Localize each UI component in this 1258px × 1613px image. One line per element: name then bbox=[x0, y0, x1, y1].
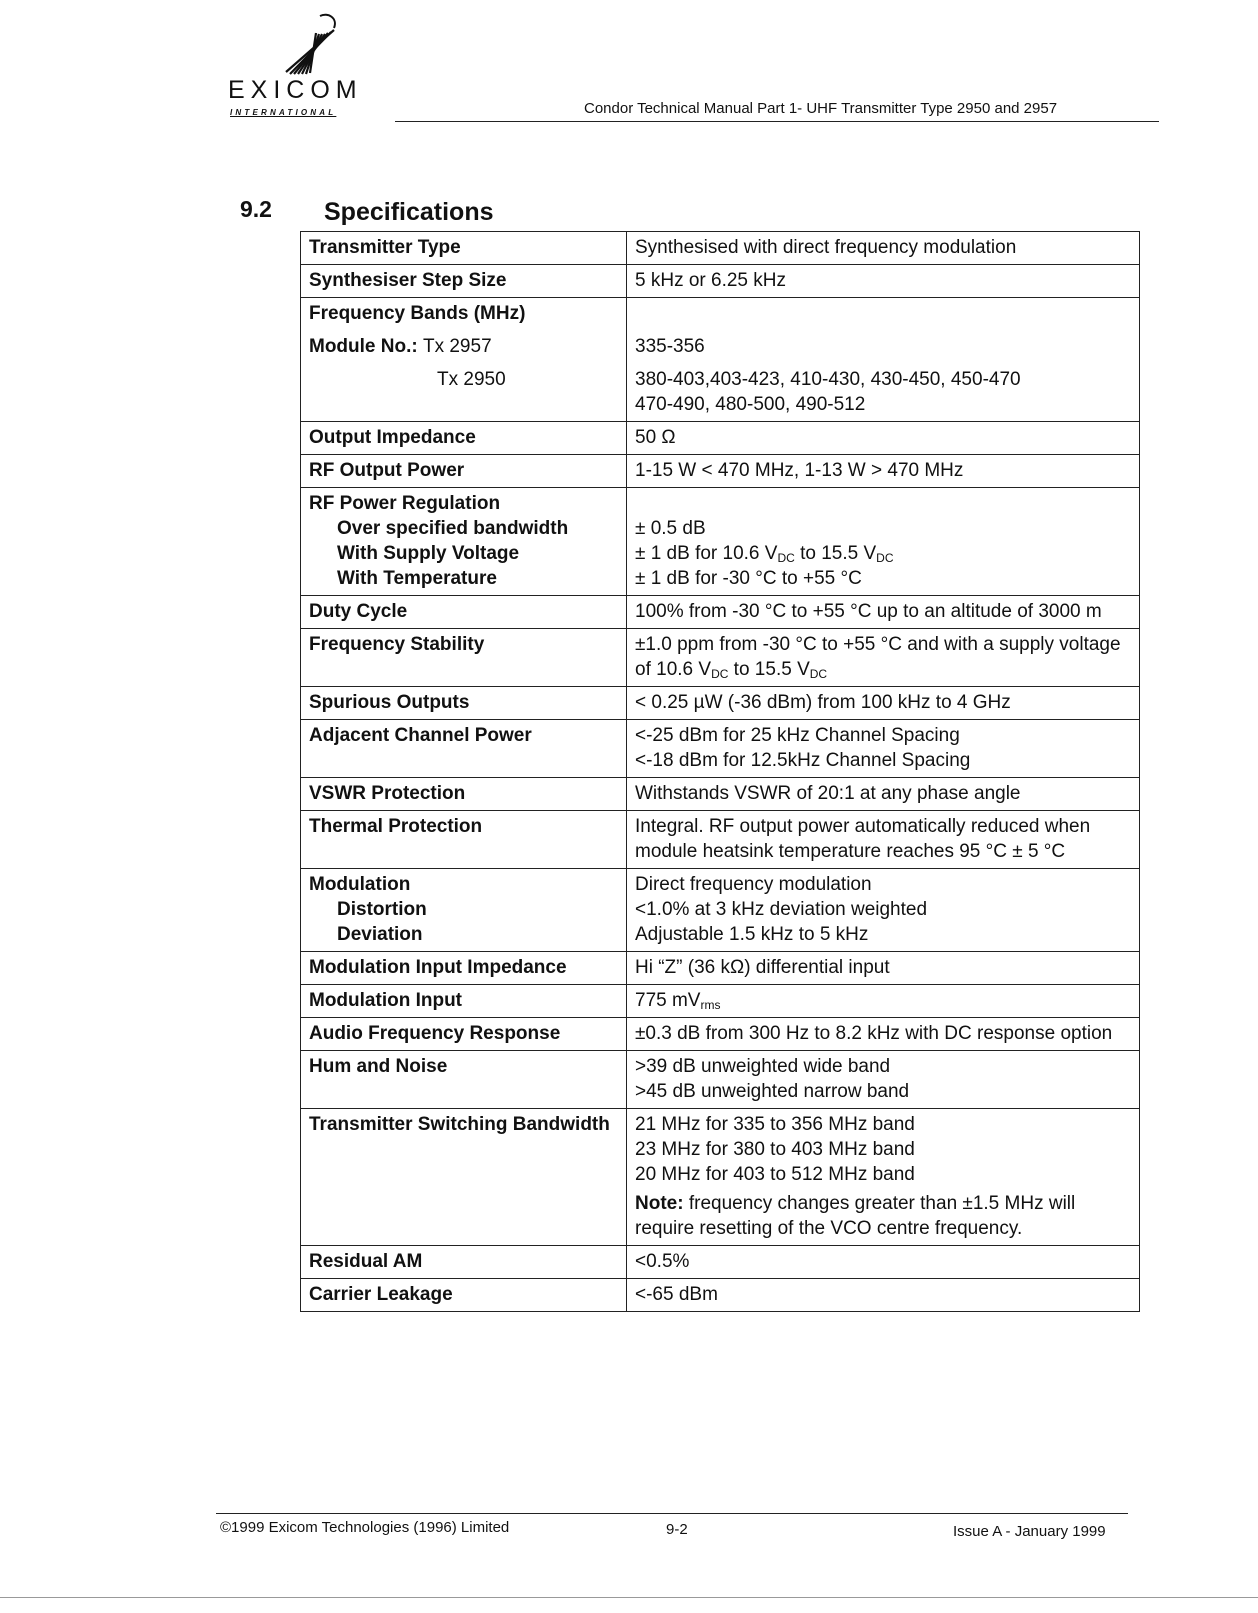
spec-label: Transmitter Switching Bandwidth bbox=[301, 1109, 627, 1246]
spec-value: <-65 dBm bbox=[627, 1279, 1140, 1312]
spec-value-group bbox=[627, 298, 1140, 422]
spec-value: ± 1 dB for -30 °C to +55 °C bbox=[635, 568, 862, 589]
spacer bbox=[635, 491, 1132, 516]
spec-sublabel: Over specified bandwidth bbox=[337, 518, 569, 539]
table-row bbox=[301, 1018, 1140, 1051]
table-row bbox=[301, 455, 1140, 488]
spec-value: <0.5% bbox=[627, 1246, 1140, 1279]
section-number: 9.2 bbox=[240, 196, 272, 222]
spec-value: 335-356 bbox=[635, 336, 705, 357]
section-title: Specifications bbox=[324, 198, 494, 226]
spec-value: 20 MHz for 403 to 512 MHz band bbox=[635, 1164, 915, 1185]
spec-label: Modulation Input bbox=[301, 985, 627, 1018]
spec-label: Adjacent Channel Power bbox=[301, 720, 627, 778]
spec-value: 100% from -30 °C to +55 °C up to an altitude of 3000 m bbox=[627, 596, 1140, 629]
table-row bbox=[301, 687, 1140, 720]
table-row bbox=[301, 952, 1140, 985]
table-row bbox=[301, 720, 1140, 778]
spec-label: Hum and Noise bbox=[301, 1051, 627, 1109]
table-row bbox=[301, 1109, 1140, 1246]
spec-value: 21 MHz for 335 to 356 MHz band bbox=[635, 1114, 915, 1135]
spec-label-group bbox=[301, 298, 627, 422]
spec-label-group bbox=[301, 869, 627, 952]
spec-label: RF Output Power bbox=[301, 455, 627, 488]
spec-value: ±1.0 ppm from -30 °C to +55 °C and with a supply voltage of 10.6 V bbox=[635, 634, 1121, 680]
logo-subtitle: INTERNATIONAL bbox=[230, 108, 337, 117]
spec-value: < 0.25 µW (-36 dBm) from 100 kHz to 4 GHz bbox=[627, 687, 1140, 720]
subscript: DC bbox=[876, 551, 894, 565]
spec-label: Modulation Input Impedance bbox=[301, 952, 627, 985]
spec-value-group bbox=[627, 720, 1140, 778]
spec-label: Thermal Protection bbox=[301, 811, 627, 869]
note-text: frequency changes greater than ±1.5 MHz will require resetting of the VCO centre frequency. bbox=[635, 1193, 1076, 1239]
spec-value: 1-15 W < 470 MHz, 1-13 W > 470 MHz bbox=[627, 455, 1140, 488]
table-row bbox=[301, 1051, 1140, 1109]
spec-value-group bbox=[627, 1109, 1140, 1246]
spec-value-line bbox=[635, 541, 1132, 566]
spec-label: Transmitter Type bbox=[301, 232, 627, 265]
page-bottom-edge bbox=[0, 1597, 1258, 1598]
module-label: Module No.: bbox=[309, 336, 418, 357]
spec-value: ±0.3 dB from 300 Hz to 8.2 kHz with DC response option bbox=[627, 1018, 1140, 1051]
spec-value: Synthesised with direct frequency modulation bbox=[627, 232, 1140, 265]
subscript: rms bbox=[700, 998, 721, 1012]
table-row bbox=[301, 778, 1140, 811]
spec-label: Residual AM bbox=[301, 1246, 627, 1279]
spec-value-line bbox=[627, 629, 1140, 687]
spec-value: to 15.5 V bbox=[794, 543, 877, 564]
footer-copyright: ©1999 Exicom Technologies (1996) Limited bbox=[220, 1519, 510, 1536]
specifications-table bbox=[300, 231, 1140, 1312]
spec-value: 5 kHz or 6.25 kHz bbox=[627, 265, 1140, 298]
spec-value: to 15.5 V bbox=[728, 659, 810, 680]
exicom-logo-icon bbox=[276, 10, 356, 76]
spec-label-group bbox=[301, 488, 627, 596]
spec-label: Carrier Leakage bbox=[301, 1279, 627, 1312]
exicom-logo bbox=[228, 10, 408, 120]
spec-sublabel: With Supply Voltage bbox=[337, 543, 520, 564]
table-row bbox=[301, 629, 1140, 687]
subscript: DC bbox=[809, 667, 828, 681]
spec-value: Withstands VSWR of 20:1 at any phase angle bbox=[627, 778, 1140, 811]
spec-label: Duty Cycle bbox=[301, 596, 627, 629]
table-row bbox=[301, 422, 1140, 455]
spec-value-group bbox=[627, 488, 1140, 596]
spec-value: 50 Ω bbox=[627, 422, 1140, 455]
spec-label: Output Impedance bbox=[301, 422, 627, 455]
subscript: DC bbox=[777, 551, 795, 565]
table-row bbox=[301, 265, 1140, 298]
spec-label: Modulation bbox=[309, 874, 411, 895]
spec-value: 470-490, 480-500, 490-512 bbox=[635, 394, 866, 415]
spec-sublabel: With Temperature bbox=[337, 568, 497, 589]
spec-sublabel: Deviation bbox=[337, 924, 423, 945]
spec-label: Audio Frequency Response bbox=[301, 1018, 627, 1051]
subscript: DC bbox=[711, 667, 729, 681]
footer-divider bbox=[216, 1513, 1128, 1514]
spec-value: >45 dB unweighted narrow band bbox=[635, 1081, 910, 1102]
spec-value: 775 mV bbox=[635, 990, 701, 1011]
spec-note bbox=[635, 1191, 1132, 1241]
spec-value: Integral. RF output power automatically reduced when module heatsink temperature reaches 95 °C ± 5 °C bbox=[627, 811, 1140, 869]
spec-label: Frequency Stability bbox=[301, 629, 627, 687]
spec-label: VSWR Protection bbox=[301, 778, 627, 811]
spec-value: <-25 dBm for 25 kHz Channel Spacing bbox=[635, 725, 960, 746]
table-row bbox=[301, 985, 1140, 1018]
logo-wordmark: EXICOM bbox=[228, 76, 363, 104]
spec-value: Hi “Z” (36 kΩ) differential input bbox=[627, 952, 1140, 985]
table-row bbox=[301, 1279, 1140, 1312]
spec-label: Frequency Bands (MHz) bbox=[309, 303, 526, 324]
table-row bbox=[301, 596, 1140, 629]
spec-label: RF Power Regulation bbox=[309, 493, 501, 514]
module-number-line bbox=[309, 334, 619, 359]
note-label: Note: bbox=[635, 1193, 684, 1214]
document-header-title: Condor Technical Manual Part 1- UHF Transmitter Type 2950 and 2957 bbox=[584, 100, 1058, 117]
spec-value-group bbox=[627, 1051, 1140, 1109]
header-divider bbox=[395, 121, 1159, 122]
table-row bbox=[301, 232, 1140, 265]
footer-page-number: 9-2 bbox=[666, 1521, 688, 1538]
spec-value: <1.0% at 3 kHz deviation weighted bbox=[635, 899, 928, 920]
module-tx2957: Tx 2957 bbox=[422, 336, 492, 357]
table-row bbox=[301, 869, 1140, 952]
spec-value: Direct frequency modulation bbox=[635, 874, 872, 895]
spec-value: Adjustable 1.5 kHz to 5 kHz bbox=[635, 924, 869, 945]
table-row bbox=[301, 488, 1140, 596]
table-row bbox=[301, 298, 1140, 422]
spec-value: >39 dB unweighted wide band bbox=[635, 1056, 891, 1077]
spacer bbox=[635, 301, 1132, 326]
spec-label: Synthesiser Step Size bbox=[301, 265, 627, 298]
table-row bbox=[301, 811, 1140, 869]
spec-value: <-18 dBm for 12.5kHz Channel Spacing bbox=[635, 750, 971, 771]
spec-value-line bbox=[627, 985, 1140, 1018]
footer-issue: Issue A - January 1999 bbox=[953, 1523, 1106, 1540]
spec-value-group bbox=[627, 869, 1140, 952]
module-tx2950: Tx 2950 bbox=[437, 369, 506, 390]
spec-value: 380-403,403-423, 410-430, 430-450, 450-470 bbox=[635, 369, 1021, 390]
spec-label: Spurious Outputs bbox=[301, 687, 627, 720]
spec-sublabel: Distortion bbox=[337, 899, 427, 920]
spec-value: ± 1 dB for 10.6 V bbox=[635, 543, 778, 564]
table-row bbox=[301, 1246, 1140, 1279]
spec-value: 23 MHz for 380 to 403 MHz band bbox=[635, 1139, 915, 1160]
spec-value: ± 0.5 dB bbox=[635, 518, 706, 539]
